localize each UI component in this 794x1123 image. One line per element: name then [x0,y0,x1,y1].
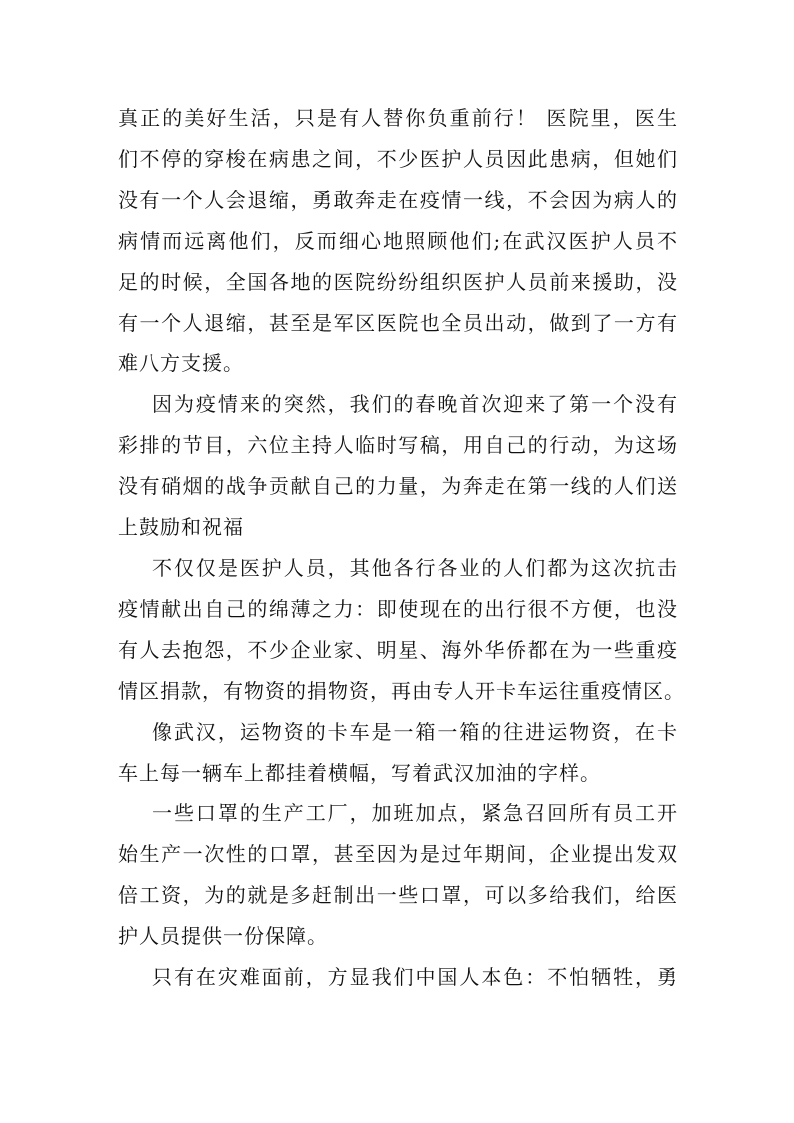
text-line: 们不停的穿梭在病患之间，不少医护人员因此患病，但她们 [118,146,678,171]
text-line: 真正的美好生活，只是有人替你负重前行！ 医院里，医生 [118,106,678,130]
text-line: 始生产一次性的口罩，甚至因为是过年期间，企业提出发双 [118,842,678,867]
paragraph-4 [118,712,678,794]
document-body [118,98,685,998]
paragraph-1 [118,98,678,384]
text-line: 情区捐款，有物资的捐物资，再由专人开卡车运往重疫情区。 [118,678,685,703]
paragraph-6 [118,957,678,998]
text-line: 只有在灾难面前，方显我们中国人本色：不怕牺牲，勇 [152,965,678,990]
text-line: 上鼓励和祝福 [118,515,244,540]
text-line: 因为疫情来的突然，我们的春晚首次迎来了第一个没有 [152,392,678,417]
text-line: 没有硝烟的战争贡献自己的力量，为奔走在第一线的人们送 [118,474,678,499]
text-line: 倍工资，为的就是多赶制出一些口罩，可以多给我们，给医 [118,883,678,908]
text-line: 一些口罩的生产工厂，加班加点，紧急召回所有员工开 [152,801,678,826]
text-line: 难八方支援。 [118,351,244,376]
text-line: 没有一个人会退缩，勇敢奔走在疫情一线，不会因为病人的 [118,187,678,212]
text-line: 不仅仅是医护人员，其他各行各业的人们都为这次抗击 [152,555,678,580]
text-line: 像武汉，运物资的卡车是一箱一箱的往进运物资，在卡 [152,719,678,744]
paragraph-3 [118,548,685,712]
text-line: 车上每一辆车上都挂着横幅，写着武汉加油的字样。 [118,760,601,785]
text-line: 彩排的节目，六位主持人临时写稿，用自己的行动，为这场 [118,433,678,458]
text-line: 疫情献出自己的绵薄之力：即使现在的出行很不方便，也没 [118,596,678,621]
text-line: 足的时候，全国各地的医院纷纷组织医护人员前来援助，没 [118,269,678,294]
text-line: 护人员提供一份保障。 [118,924,328,949]
paragraph-2 [118,384,678,548]
text-line: 病情而远离他们，反而细心地照顾他们;在武汉医护人员不 [118,228,678,253]
text-line: 有一个人退缩，甚至是军区医院也全员出动，做到了一方有 [118,310,678,335]
paragraph-5 [118,793,678,957]
text-line: 有人去抱怨，不少企业家、明星、海外华侨都在为一些重疫 [118,637,678,662]
